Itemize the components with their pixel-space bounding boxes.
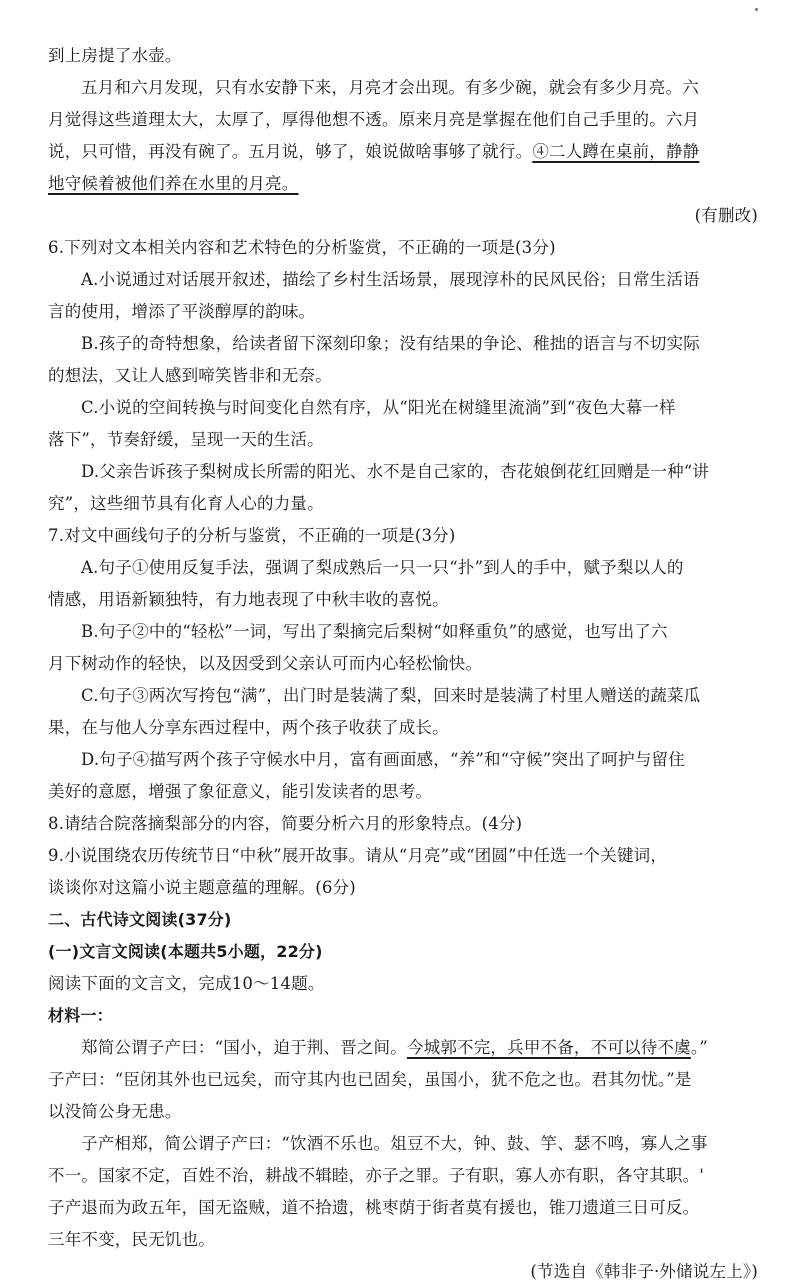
q7-option-b: B.句子②中的“轻松”一词，写出了梨摘完后梨树“如释重负”的感觉，也写出了六 [81,622,668,641]
classical-text-line: 子产退而为政五年，国无盗贼，道不拾遗，桃枣荫于街者莫有援也，锥刀遗道三日可反。 [48,1198,700,1217]
q7-option-b-cont: 月下树动作的轻快，以及因受到父亲认可而内心轻松愉快。 [48,654,483,673]
corner-mark [755,8,758,11]
story-line: 到上房提了水壶。 [48,46,182,65]
story-text: 说，只可惜，再没有碗了。五月说，够了，娘说做啥事够了就行。 [48,142,533,161]
story-line [48,136,758,168]
question-7-stem: 7.对文中画线句子的分析与鉴赏，不正确的一项是(3分) [48,526,456,545]
classical-text: 郑简公谓子产曰：“国小，迫于荆、晋之间。 [81,1038,407,1057]
q7-option-a: A.句子①使用反复手法，强调了梨成熟后一只一只“扑”到人的手中，赋予梨以人的 [81,558,684,577]
question-9: 9.小说围绕农历传统节日“中秋”展开故事。请从“月亮”或“团圆”中任选一个关键词， [48,846,668,865]
classical-text-line: 不一。国家不定，百姓不治，耕战不辑睦，亦子之罪。子有职，寡人亦有职，各守其职。' [48,1166,705,1185]
classical-text: 。” [690,1038,708,1057]
classical-text-line: 子产曰：“臣闭其外也已远矣，而守其内也已固矣，虽国小，犹不危之也。君其勿忧。”是 [48,1070,692,1089]
subsection-title: (一)文言文阅读(本题共5小题，22分) [48,942,323,961]
q6-option-b-cont: 的想法，又让人感到啼笑皆非和无奈。 [48,366,332,385]
classical-text-line: 以没简公身无患。 [48,1102,182,1121]
section-title: 二、古代诗文阅读(37分) [48,910,232,929]
question-6-stem: 6.下列对文本相关内容和艺术特色的分析鉴赏，不正确的一项是(3分) [48,238,556,257]
classical-text-line [48,1032,758,1064]
story-line [48,168,758,200]
question-9-cont: 谈谈你对这篇小说主题意蕴的理解。(6分) [48,878,356,897]
q6-option-a: A.小说通过对话展开叙述，描绘了乡村生活场景，展现淳朴的民风民俗；日常生活语 [81,270,700,289]
underlined-sentence-4-cont: 地守候着被他们养在水里的月亮。 [48,174,299,193]
q7-option-c-cont: 果，在与他人分享东西过程中，两个孩子收获了成长。 [48,718,449,737]
classical-text-line: 三年不变，民无饥也。 [48,1230,215,1249]
source-citation: (节选自《韩非子·外储说左上》) [530,1262,758,1281]
underlined-sentence-4: ④二人蹲在桌前，静静 [532,142,700,161]
q7-option-d-cont: 美好的意愿，增强了象征意义，能引发读者的思考。 [48,782,433,801]
underlined-classical-sentence: 今城郭不完，兵甲不备，不可以待不虞 [406,1038,691,1057]
q7-option-d: D.句子④描写两个孩子守候水中月，富有画面感，“养”和“守候”突出了呵护与留住 [81,750,685,769]
material-label: 材料一： [48,1006,113,1025]
q7-option-a-cont: 情感，用语新颖独特，有力地表现了中秋丰收的喜悦。 [48,590,449,609]
q6-option-d-cont: 究”，这些细节具有化育人心的力量。 [48,494,324,513]
q6-option-c: C.小说的空间转换与时间变化自然有序，从“阳光在树缝里流淌”到“夜色大幕一样 [81,398,676,417]
story-line: 月觉得这些道理太大，太厚了，厚得他想不透。原来月亮是掌握在他们自己手里的。六月 [48,110,700,129]
q6-option-b: B.孩子的奇特想象，给读者留下深刻印象；没有结果的争论、稚拙的语言与不切实际 [81,334,700,353]
q6-option-d: D.父亲告诉孩子梨树成长所需的阳光、水不是自己家的，杏花娘倒花红回赠是一种“讲 [81,462,710,481]
q7-option-c: C.句子③两次写挎包“满”，出门时是装满了梨，回来时是装满了村里人赠送的蔬菜瓜 [81,686,701,705]
exam-page [48,40,758,1288]
reading-instruction: 阅读下面的文言文，完成10～14题。 [48,974,325,993]
edit-note: (有删改) [694,206,758,225]
q6-option-a-cont: 言的使用，增添了平淡醇厚的韵味。 [48,302,316,321]
classical-text-line: 子产相郑，简公谓子产曰：“饮酒不乐也。俎豆不大，钟、鼓、竽、瑟不鸣，寡人之事 [81,1134,708,1153]
story-line: 五月和六月发现，只有水安静下来，月亮才会出现。有多少碗，就会有多少月亮。六 [81,78,699,97]
q6-option-c-cont: 落下”，节奏舒缓，呈现一天的生活。 [48,430,324,449]
question-8: 8.请结合院落摘梨部分的内容，简要分析六月的形象特点。(4分) [48,814,523,833]
